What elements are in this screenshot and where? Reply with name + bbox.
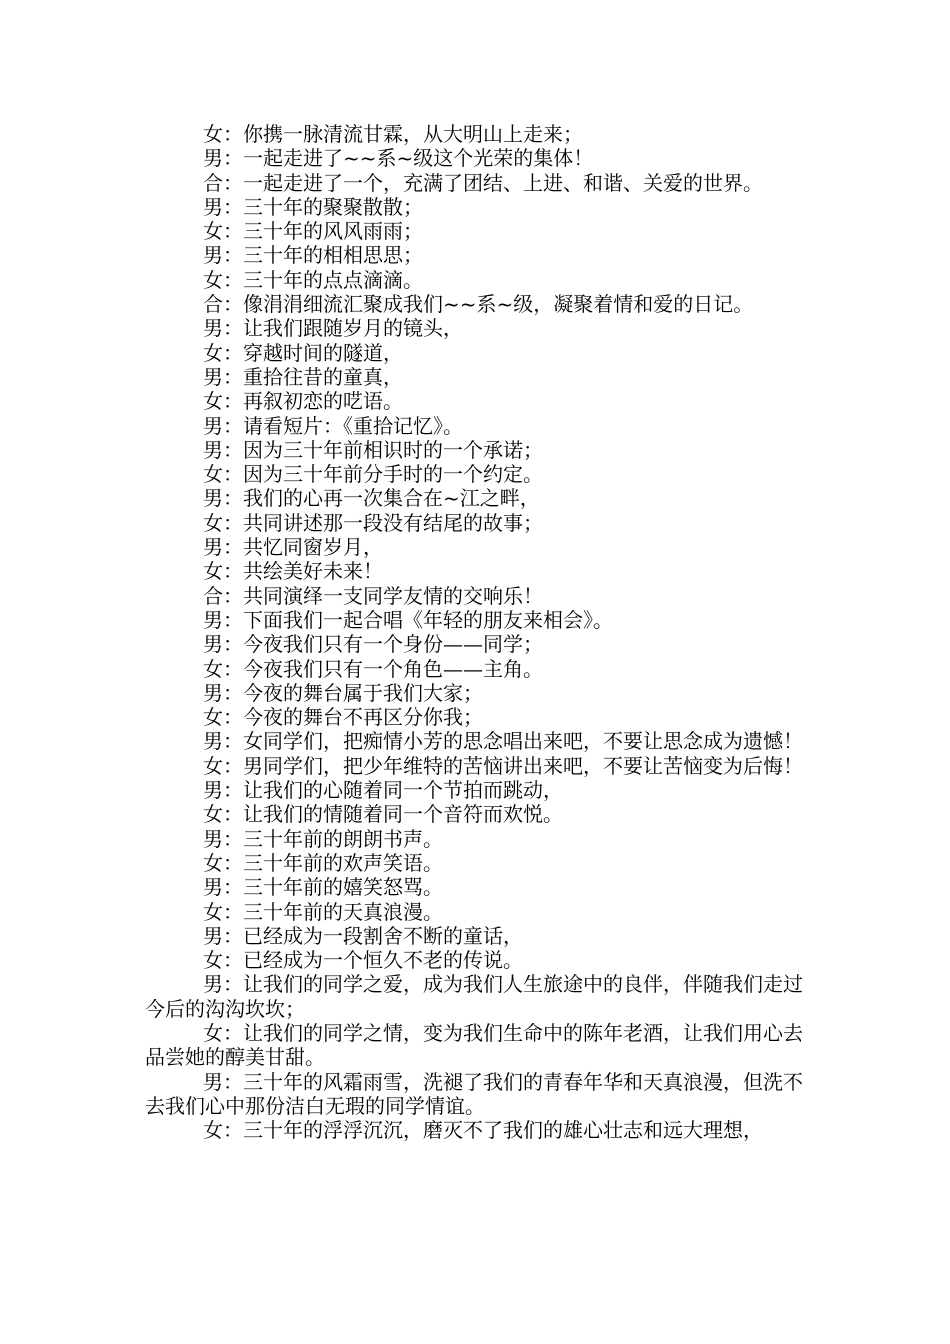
script-line: 女：你携一脉清流甘霖，从大明山上走来； [203,122,583,146]
script-line: 男：已经成为一段割舍不断的童话， [203,923,523,948]
script-line: 男：因为三十年前相识时的一个承诺； [203,437,543,462]
script-line: 男：重拾往昔的童真， [203,364,403,389]
script-line: 男：今夜的舞台属于我们大家； [203,680,483,705]
script-line: 女：三十年的浮浮沉沉，磨灭不了我们的雄心壮志和远大理想， [203,1118,763,1143]
script-line: 男：我们的心再一次集合在~江之畔， [203,486,540,511]
script-line: 男：让我们跟随岁月的镜头， [203,316,463,341]
script-line: 女：已经成为一个恒久不老的传说。 [203,948,523,973]
script-line: 男：一起走进了~~系~级这个光荣的集体！ [203,146,594,171]
script-line: 女：让我们的情随着同一个音符而欢悦。 [203,802,563,827]
script-line: 女：因为三十年前分手时的一个约定。 [203,462,543,487]
script-line: 男：让我们的心随着同一个节拍而跳动， [203,778,563,803]
script-line: 男：三十年的相相思思； [203,243,423,268]
script-line: 女：穿越时间的隧道， [203,340,403,365]
script-line: 女：共绘美好未来！ [203,559,383,584]
script-line: 男：三十年的聚聚散散； [203,194,423,219]
script-line: 男：让我们的同学之爱，成为我们人生旅途中的良伴，伴随我们走过今后的沟沟坎坎； [145,972,803,1021]
script-line: 女：再叙初恋的呓语。 [203,389,403,414]
script-line: 女：男同学们，把少年维特的苦恼讲出来吧，不要让苦恼变为后悔！ [203,753,803,778]
script-line: 女：三十年的风风雨雨； [203,219,423,244]
script-line: 男：三十年前的朗朗书声。 [203,826,443,851]
script-line: 女：共同讲述那一段没有结尾的故事； [203,510,543,535]
script-line: 女：三十年的点点滴滴。 [203,267,423,292]
script-line: 女：今夜的舞台不再区分你我； [203,705,483,730]
script-line: 男：三十年的风霜雨雪，洗褪了我们的青春年华和天真浪漫，但洗不去我们心中那份洁白无瑕的同学情谊。 [145,1069,803,1118]
script-line: 男：共忆同窗岁月， [203,535,383,560]
script-line: 合：共同演绎一支同学友情的交响乐！ [203,583,543,608]
script-line: 女：三十年前的欢声笑语。 [203,850,443,875]
script-body [145,122,815,1142]
script-line: 女：三十年前的天真浪漫。 [203,899,443,924]
script-line: 男：女同学们，把痴情小芳的思念唱出来吧，不要让思念成为遗憾！ [203,729,803,754]
script-line: 合：一起走进了一个，充满了团结、上进、和谐、关爱的世界。 [203,170,763,195]
script-line: 男：下面我们一起合唱《年轻的朋友来相会》。 [203,607,613,632]
script-line: 男：请看短片：《重拾记忆》。 [203,413,463,438]
script-line: 合：像涓涓细流汇聚成我们~~系~级，凝聚着情和爱的日记。 [203,292,754,317]
script-line: 女：今夜我们只有一个角色——主角。 [203,656,543,681]
script-line: 男：三十年前的嬉笑怒骂。 [203,875,443,900]
script-line: 女：让我们的同学之情，变为我们生命中的陈年老酒，让我们用心去品尝她的醇美甘甜。 [145,1020,803,1070]
script-line: 男：今夜我们只有一个身份——同学； [203,632,543,657]
